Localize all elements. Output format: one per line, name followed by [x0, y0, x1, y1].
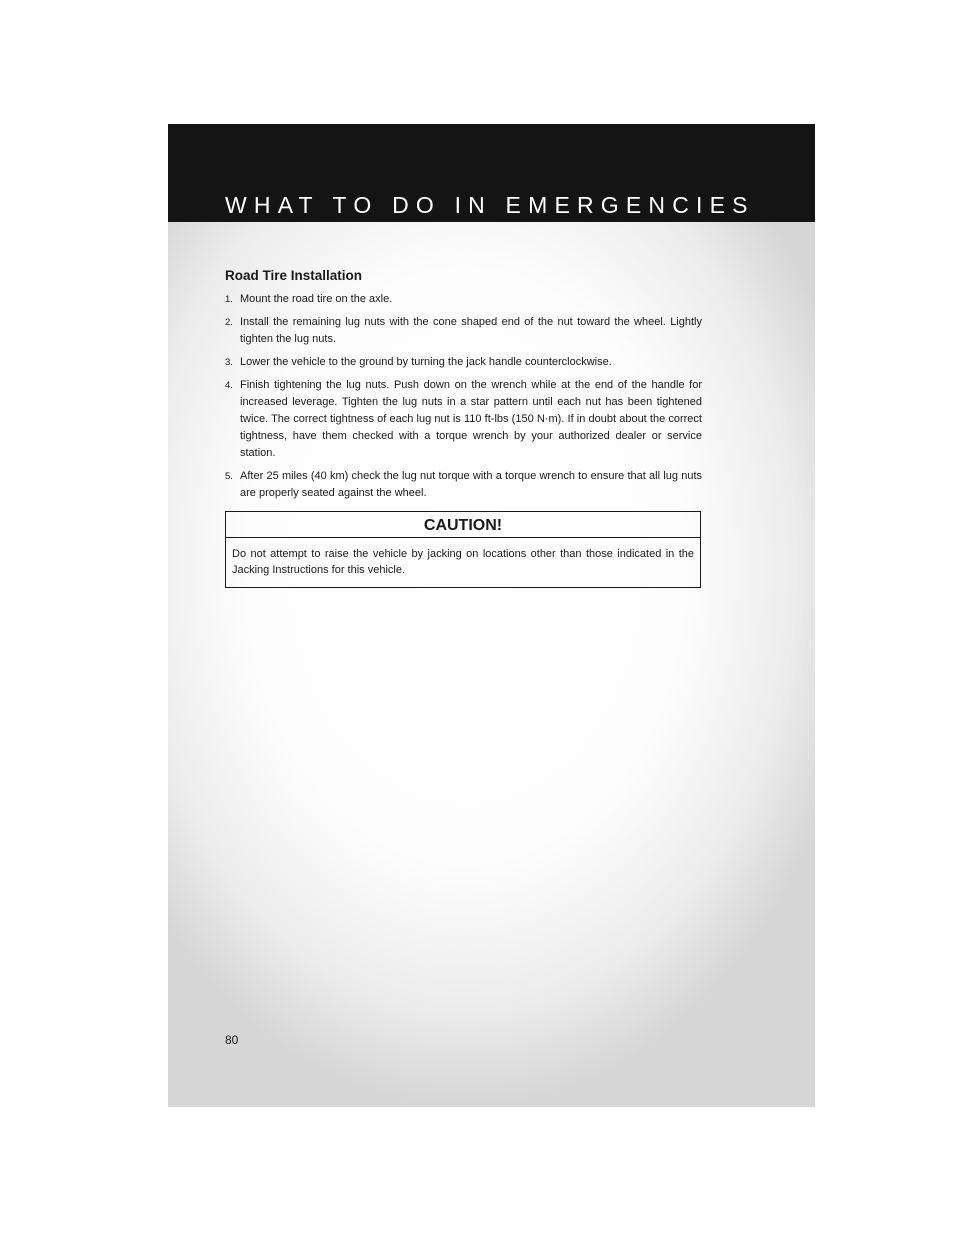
step-text: After 25 miles (40 km) check the lug nut torque with a torque wrench to ensure that all lug nuts are properly seated against the wheel.: [240, 470, 702, 499]
step-item: [225, 314, 702, 348]
step-item: [225, 354, 702, 371]
step-text: Lower the vehicle to the ground by turning the jack handle counterclockwise.: [240, 356, 612, 368]
installation-steps: [225, 291, 702, 502]
caution-box: [225, 511, 701, 588]
chapter-title: WHAT TO DO IN EMERGENCIES: [225, 192, 755, 218]
step-item: [225, 468, 702, 502]
step-text: Mount the road tire on the axle.: [240, 293, 393, 305]
step-item: [225, 377, 702, 462]
page-number: 80: [225, 1033, 239, 1047]
step-number: 5.: [225, 471, 233, 482]
step-number: 4.: [225, 380, 233, 391]
step-number: 2.: [225, 317, 233, 328]
step-text: Install the remaining lug nuts with the cone shaped end of the nut toward the wheel. Lightly tighten the lug nuts.: [240, 316, 702, 345]
chapter-header: [168, 124, 815, 222]
section-title: Road Tire Installation: [225, 268, 363, 283]
caution-text: Do not attempt to raise the vehicle by jacking on locations other than those indicated in the Jacking Instructions for this vehicle.: [232, 548, 694, 576]
page-content: [225, 268, 702, 588]
step-item: [225, 291, 702, 308]
step-number: 1.: [225, 294, 233, 305]
step-number: 3.: [225, 357, 233, 368]
caution-title: CAUTION!: [226, 512, 700, 538]
manual-page: [168, 124, 815, 1107]
step-text: Finish tightening the lug nuts. Push down on the wrench while at the end of the handle for increased leverage. Tighten the lug nuts in a star pattern until each nut has been tightened twice. The correct tightness of each lug nut is 110 ft-lbs (150 N·m). If in doubt about the correct tightness, have them checked with a torque wrench by your authorized dealer or service station.: [240, 379, 702, 459]
